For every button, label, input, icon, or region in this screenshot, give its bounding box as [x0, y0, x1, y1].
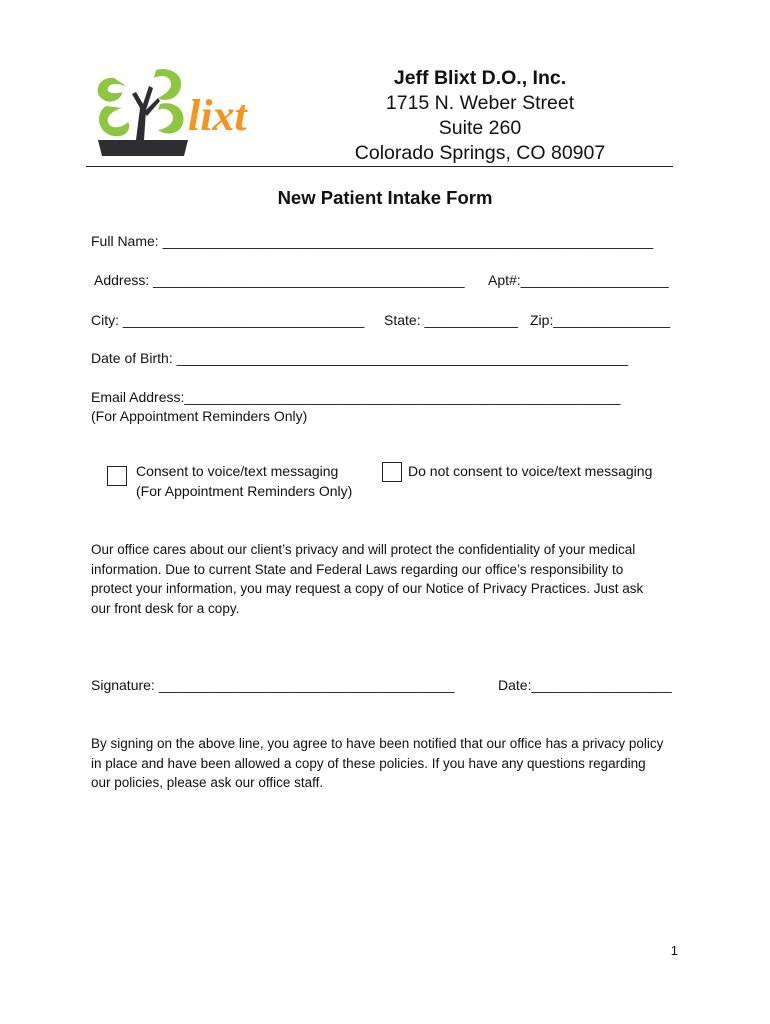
- privacy-paragraph: [91, 540, 691, 618]
- address-line-1: 1715 N. Weber Street: [385, 92, 575, 114]
- consent-label: [136, 461, 352, 501]
- signature-date-field[interactable]: Date:__________________: [498, 677, 672, 693]
- tree-logo-icon: [92, 64, 292, 164]
- privacy-line: Our office cares about our client’s privacy and will protect the confidentiality of your medical: [91, 542, 636, 557]
- address-line-2: Suite 260: [438, 117, 522, 139]
- agreement-line: By signing on the above line, you agree to have been notified that our office has a privacy policy: [91, 736, 664, 751]
- blixt-logo: [92, 64, 292, 164]
- form-title: New Patient Intake Form: [277, 187, 493, 208]
- consent-label-line-2: (For Appointment Reminders Only): [136, 483, 353, 499]
- no-consent-label: Do not consent to voice/text messaging: [408, 463, 653, 479]
- signature-field[interactable]: Signature: ______________________________________: [91, 677, 455, 693]
- email-field[interactable]: Email Address:________________________________________________________: [91, 389, 621, 405]
- apt-field[interactable]: Apt#:___________________: [488, 272, 669, 288]
- full-name-field[interactable]: Full Name: _______________________________________________________________: [91, 233, 654, 249]
- no-consent-checkbox[interactable]: [382, 462, 402, 482]
- city-field[interactable]: City: _______________________________: [91, 312, 365, 328]
- consent-checkbox[interactable]: [107, 466, 127, 486]
- address-line-3: Colorado Springs, CO 80907: [354, 142, 606, 164]
- zip-field[interactable]: Zip:_______________: [530, 312, 671, 328]
- agreement-line: our policies, please ask our office staff.: [91, 775, 324, 790]
- email-note: (For Appointment Reminders Only): [91, 408, 308, 424]
- header-divider: [86, 166, 673, 167]
- privacy-line: information. Due to current State and Federal Laws regarding our office’s responsibility to: [91, 561, 624, 577]
- date-of-birth-field[interactable]: Date of Birth: __________________________________________________________: [91, 350, 629, 366]
- practice-name: Jeff Blixt D.O., Inc.: [393, 67, 567, 89]
- agreement-paragraph: [91, 734, 691, 793]
- svg-text:lixt: lixt: [188, 91, 247, 140]
- address-field[interactable]: Address: ________________________________________: [94, 272, 465, 288]
- agreement-line: in place and have been allowed a copy of these policies. If you have any questions regarding: [91, 755, 646, 771]
- privacy-line: protect your information, you may request a copy of our Notice of Privacy Practices. Just ask: [91, 581, 644, 596]
- privacy-line: our front desk for a copy.: [91, 600, 240, 616]
- consent-label-line-1: Consent to voice/text messaging: [136, 463, 339, 479]
- state-field[interactable]: State: ____________: [384, 312, 518, 328]
- page-number: 1: [670, 943, 678, 958]
